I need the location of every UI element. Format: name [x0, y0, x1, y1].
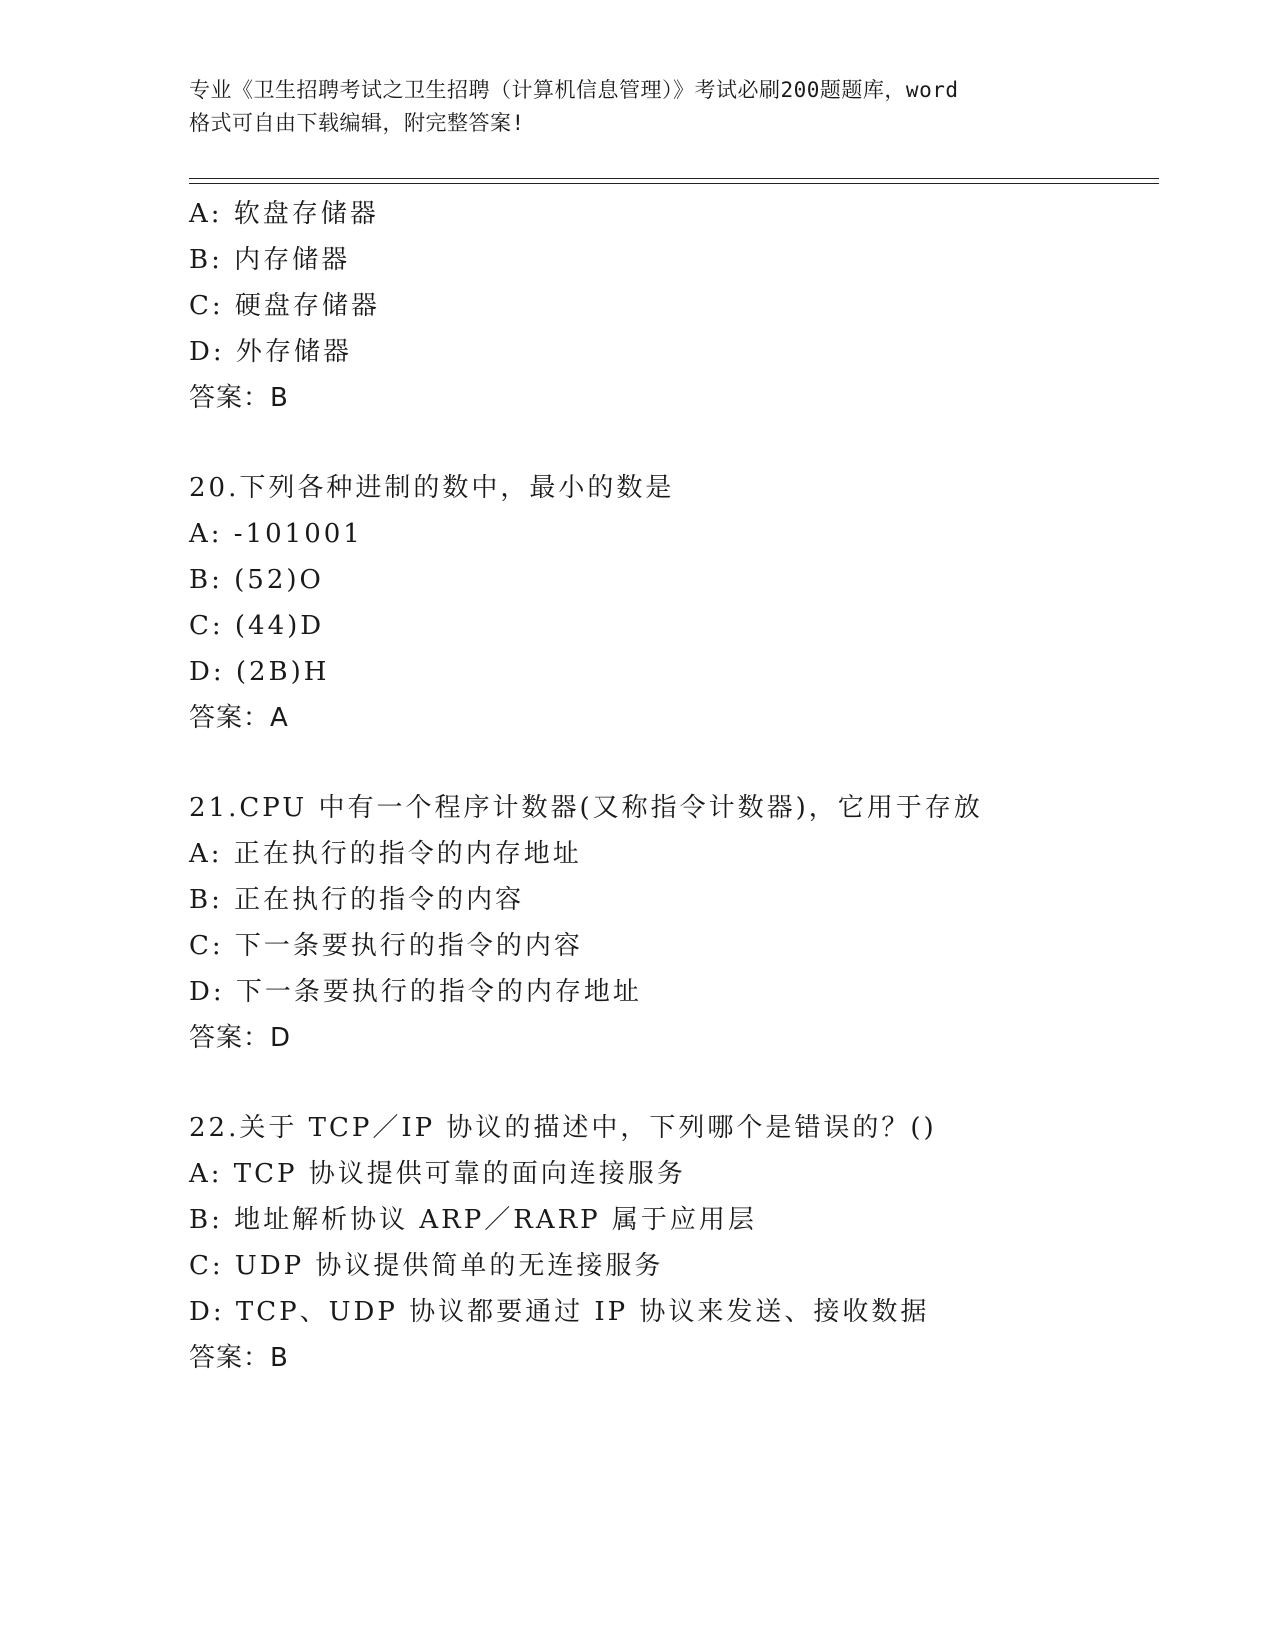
option-b: B: (52)O [189, 565, 324, 595]
header-line-1: 专业《卫生招聘考试之卫生招聘（计算机信息管理）》考试必刷200题题库，word [189, 78, 959, 102]
question-22 [189, 1105, 1159, 1381]
document-header [189, 74, 1089, 140]
spacer [189, 1061, 1159, 1105]
header-divider-bottom [189, 183, 1159, 184]
option-a: A: 软盘存储器 [189, 199, 379, 229]
option-c: C: (44)D [189, 611, 325, 641]
option-c: C: UDP 协议提供简单的无连接服务 [189, 1251, 664, 1281]
option-a: A: -101001 [189, 519, 363, 549]
question-21 [189, 785, 1159, 1061]
answer: 答案：A [189, 703, 289, 733]
answer: 答案：B [189, 383, 289, 413]
spacer [189, 741, 1159, 785]
option-a: A: TCP 协议提供可靠的面向连接服务 [189, 1159, 686, 1189]
option-c: C: 硬盘存储器 [189, 291, 380, 321]
option-d: D: 下一条要执行的指令的内存地址 [189, 977, 642, 1007]
question-20 [189, 465, 1159, 741]
option-c: C: 下一条要执行的指令的内容 [189, 931, 583, 961]
question-list [189, 191, 1159, 1381]
question-stem: 22.关于 TCP／IP 协议的描述中，下列哪个是错误的？() [189, 1113, 937, 1143]
answer: 答案：B [189, 1343, 289, 1373]
option-d: D: TCP、UDP 协议都要通过 IP 协议来发送、接收数据 [189, 1297, 930, 1327]
spacer [189, 421, 1159, 465]
option-d: D: 外存储器 [189, 337, 352, 367]
option-d: D: (2B)H [189, 657, 330, 687]
option-b: B: 正在执行的指令的内容 [189, 885, 525, 915]
option-b: B: 内存储器 [189, 245, 351, 275]
question-19-continued [189, 191, 1159, 421]
answer: 答案：D [189, 1023, 292, 1053]
question-stem: 20.下列各种进制的数中，最小的数是 [189, 473, 675, 503]
header-line-2: 格式可自由下载编辑，附完整答案! [189, 111, 525, 135]
option-b: B: 地址解析协议 ARP／RARP 属于应用层 [189, 1205, 757, 1235]
option-a: A: 正在执行的指令的内存地址 [189, 839, 582, 869]
header-divider-top [189, 178, 1159, 179]
question-stem: 21.CPU 中有一个程序计数器(又称指令计数器)，它用于存放 [189, 793, 983, 823]
